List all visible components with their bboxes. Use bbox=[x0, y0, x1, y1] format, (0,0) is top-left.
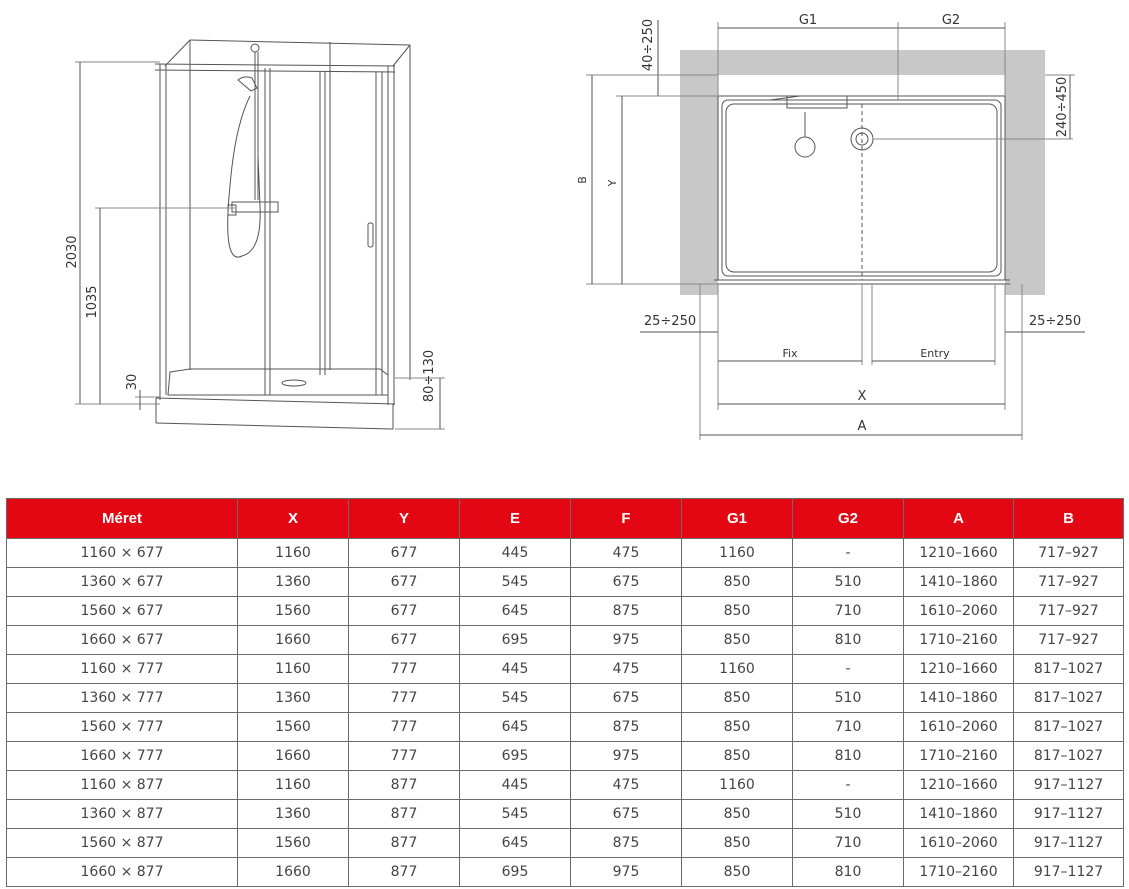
table-cell: 717–927 bbox=[1014, 626, 1124, 655]
table-cell: 675 bbox=[571, 568, 682, 597]
table-cell: 850 bbox=[682, 568, 793, 597]
table-cell: 475 bbox=[571, 655, 682, 684]
table-cell: 645 bbox=[460, 829, 571, 858]
table-cell: 677 bbox=[349, 626, 460, 655]
table-row bbox=[7, 655, 1124, 684]
table-cell: 1360 × 777 bbox=[7, 684, 238, 713]
table-cell: 875 bbox=[571, 713, 682, 742]
header-x: X bbox=[238, 499, 349, 539]
table-cell: 877 bbox=[349, 771, 460, 800]
table-cell: 1160 bbox=[682, 771, 793, 800]
table-cell: 1560 × 677 bbox=[7, 597, 238, 626]
plan-drawing bbox=[586, 20, 1085, 440]
table-cell: 817–1027 bbox=[1014, 655, 1124, 684]
dim-entry: Entry bbox=[920, 347, 950, 360]
table-cell: 917–1127 bbox=[1014, 829, 1124, 858]
table-cell: 1210–1660 bbox=[904, 771, 1014, 800]
table-cell: 1410–1860 bbox=[904, 800, 1014, 829]
table-cell: 1660 × 777 bbox=[7, 742, 238, 771]
table-cell: 695 bbox=[460, 742, 571, 771]
table-cell: 1610–2060 bbox=[904, 829, 1014, 858]
table-cell: 1660 bbox=[238, 742, 349, 771]
table-cell: 717–927 bbox=[1014, 568, 1124, 597]
table-cell: 850 bbox=[682, 597, 793, 626]
table-cell: 975 bbox=[571, 858, 682, 887]
table-cell: 850 bbox=[682, 684, 793, 713]
table-cell: 850 bbox=[682, 829, 793, 858]
table-cell: 817–1027 bbox=[1014, 684, 1124, 713]
table-cell: 645 bbox=[460, 713, 571, 742]
size-table bbox=[6, 498, 1124, 887]
table-cell: 1160 bbox=[238, 771, 349, 800]
table-cell: 817–1027 bbox=[1014, 742, 1124, 771]
header-meret: Méret bbox=[7, 499, 238, 539]
dim-b: B bbox=[576, 176, 589, 184]
table-cell: 717–927 bbox=[1014, 597, 1124, 626]
table-cell: 1360 × 877 bbox=[7, 800, 238, 829]
header-y: Y bbox=[349, 499, 460, 539]
header-b: B bbox=[1014, 499, 1124, 539]
table-cell: 1710–2160 bbox=[904, 858, 1014, 887]
table-cell: 677 bbox=[349, 539, 460, 568]
table-cell: 1610–2060 bbox=[904, 713, 1014, 742]
dim-g1: G1 bbox=[798, 13, 818, 28]
dim-g2: G2 bbox=[941, 13, 961, 28]
table-row bbox=[7, 713, 1124, 742]
table-cell: 975 bbox=[571, 742, 682, 771]
table-row bbox=[7, 597, 1124, 626]
table-cell: 1610–2060 bbox=[904, 597, 1014, 626]
table-header-row bbox=[7, 499, 1124, 539]
table-cell: 1210–1660 bbox=[904, 539, 1014, 568]
table-cell: 850 bbox=[682, 858, 793, 887]
table-cell: 1360 bbox=[238, 684, 349, 713]
table-cell: 675 bbox=[571, 684, 682, 713]
table-cell: 1160 bbox=[682, 655, 793, 684]
dim-height-mixer: 1035 bbox=[85, 285, 100, 319]
table-cell: 545 bbox=[460, 568, 571, 597]
table-cell: 645 bbox=[460, 597, 571, 626]
table-row bbox=[7, 858, 1124, 887]
table-cell: 850 bbox=[682, 800, 793, 829]
table-cell: - bbox=[793, 655, 904, 684]
table-cell: 1160 bbox=[238, 655, 349, 684]
table-cell: 710 bbox=[793, 829, 904, 858]
table-row bbox=[7, 771, 1124, 800]
table-cell: 877 bbox=[349, 800, 460, 829]
table-cell: 545 bbox=[460, 800, 571, 829]
table-cell: 1160 × 877 bbox=[7, 771, 238, 800]
table-cell: 810 bbox=[793, 626, 904, 655]
table-cell: 1560 × 777 bbox=[7, 713, 238, 742]
table-cell: 850 bbox=[682, 713, 793, 742]
table-cell: 710 bbox=[793, 597, 904, 626]
table-cell: 917–1127 bbox=[1014, 771, 1124, 800]
table-cell: 1660 bbox=[238, 626, 349, 655]
table-cell: 1710–2160 bbox=[904, 626, 1014, 655]
dim-fix: Fix bbox=[782, 347, 798, 360]
table-cell: 877 bbox=[349, 858, 460, 887]
header-e: E bbox=[460, 499, 571, 539]
dim-y: Y bbox=[606, 179, 619, 187]
table-cell: 545 bbox=[460, 684, 571, 713]
dim-tray-step: 30 bbox=[125, 373, 140, 391]
table-cell: 510 bbox=[793, 568, 904, 597]
table-row bbox=[7, 829, 1124, 858]
header-g1: G1 bbox=[682, 499, 793, 539]
table-cell: 1560 bbox=[238, 713, 349, 742]
table-cell: 1410–1860 bbox=[904, 568, 1014, 597]
dim-height-total: 2030 bbox=[65, 235, 80, 269]
table-cell: 875 bbox=[571, 597, 682, 626]
table-cell: 677 bbox=[349, 568, 460, 597]
table-row bbox=[7, 568, 1124, 597]
table-cell: 445 bbox=[460, 655, 571, 684]
table-cell: 1160 × 677 bbox=[7, 539, 238, 568]
table-row bbox=[7, 684, 1124, 713]
table-cell: 475 bbox=[571, 539, 682, 568]
table-cell: 445 bbox=[460, 539, 571, 568]
table-cell: 1160 bbox=[238, 539, 349, 568]
table-cell: 1210–1660 bbox=[904, 655, 1014, 684]
dim-a: A bbox=[857, 419, 867, 434]
table-cell: - bbox=[793, 539, 904, 568]
header-a: A bbox=[904, 499, 1014, 539]
table-cell: 1660 bbox=[238, 858, 349, 887]
table-cell: 510 bbox=[793, 684, 904, 713]
table-cell: 777 bbox=[349, 684, 460, 713]
table-cell: 810 bbox=[793, 858, 904, 887]
table-cell: 850 bbox=[682, 626, 793, 655]
dim-outlet-offset: 240÷450 bbox=[1055, 76, 1070, 138]
table-row bbox=[7, 742, 1124, 771]
dim-side-right: 25÷250 bbox=[1028, 314, 1082, 329]
table-cell: 1160 × 777 bbox=[7, 655, 238, 684]
table-cell: 777 bbox=[349, 742, 460, 771]
table-cell: 1660 × 677 bbox=[7, 626, 238, 655]
table-cell: - bbox=[793, 771, 904, 800]
table-body bbox=[7, 539, 1124, 887]
table-cell: 817–1027 bbox=[1014, 713, 1124, 742]
table-cell: 917–1127 bbox=[1014, 800, 1124, 829]
table-cell: 850 bbox=[682, 742, 793, 771]
header-g2: G2 bbox=[793, 499, 904, 539]
table-cell: 1560 bbox=[238, 597, 349, 626]
header-f: F bbox=[571, 499, 682, 539]
table-cell: 695 bbox=[460, 626, 571, 655]
table-row bbox=[7, 800, 1124, 829]
table-cell: 1560 bbox=[238, 829, 349, 858]
dim-side-left: 25÷250 bbox=[643, 314, 697, 329]
elevation-drawing bbox=[75, 40, 445, 429]
table-cell: 1360 bbox=[238, 800, 349, 829]
table-cell: 1360 bbox=[238, 568, 349, 597]
dim-x: X bbox=[857, 389, 867, 404]
table-cell: 975 bbox=[571, 626, 682, 655]
table-cell: 677 bbox=[349, 597, 460, 626]
table-cell: 1410–1860 bbox=[904, 684, 1014, 713]
table-cell: 710 bbox=[793, 713, 904, 742]
dim-tray-height: 80÷130 bbox=[422, 349, 437, 403]
table-cell: 717–927 bbox=[1014, 539, 1124, 568]
table-cell: 510 bbox=[793, 800, 904, 829]
table-cell: 1160 bbox=[682, 539, 793, 568]
table-cell: 1560 × 877 bbox=[7, 829, 238, 858]
table-cell: 1660 × 877 bbox=[7, 858, 238, 887]
table-row bbox=[7, 626, 1124, 655]
dim-wall-gap-top: 40÷250 bbox=[641, 18, 656, 72]
table-cell: 695 bbox=[460, 858, 571, 887]
table-cell: 445 bbox=[460, 771, 571, 800]
table-cell: 877 bbox=[349, 829, 460, 858]
table-cell: 1360 × 677 bbox=[7, 568, 238, 597]
table-row bbox=[7, 539, 1124, 568]
table-cell: 875 bbox=[571, 829, 682, 858]
table-cell: 777 bbox=[349, 655, 460, 684]
table-cell: 675 bbox=[571, 800, 682, 829]
table-cell: 810 bbox=[793, 742, 904, 771]
table-cell: 777 bbox=[349, 713, 460, 742]
table-cell: 917–1127 bbox=[1014, 858, 1124, 887]
table-cell: 1710–2160 bbox=[904, 742, 1014, 771]
table-cell: 475 bbox=[571, 771, 682, 800]
